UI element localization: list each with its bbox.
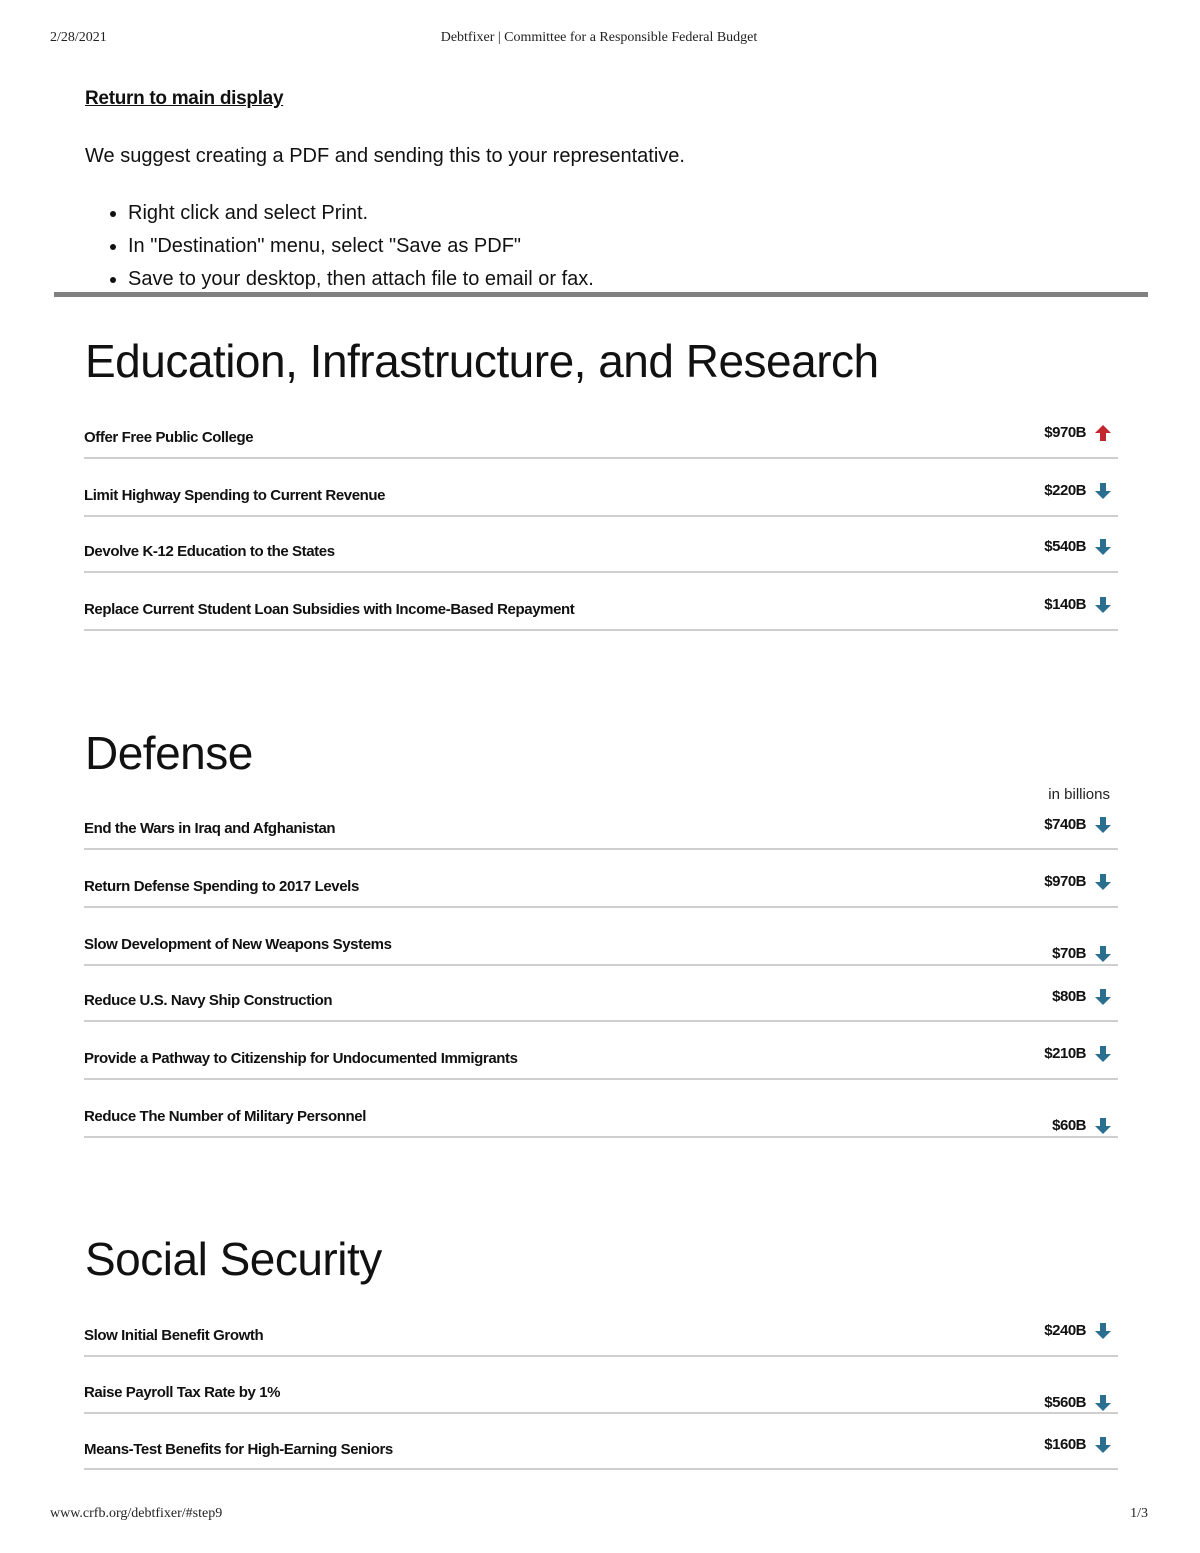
policy-row	[84, 476, 1118, 517]
arrow-up-icon	[1094, 424, 1112, 442]
policy-label: Raise Payroll Tax Rate by 1%	[84, 1384, 281, 1401]
print-footer	[50, 1506, 1148, 1526]
policy-label: Devolve K-12 Education to the States	[84, 543, 335, 560]
arrow-down-icon	[1094, 596, 1112, 614]
section-title-defense: Defense	[85, 727, 253, 779]
units-note: in billions	[1048, 786, 1110, 803]
policy-row	[84, 418, 1118, 459]
policy-amount: $240B	[1044, 1322, 1086, 1339]
policy-amount: $160B	[1044, 1436, 1086, 1453]
arrow-down-icon	[1094, 873, 1112, 891]
policy-amount: $60B	[1052, 1117, 1086, 1134]
policy-amount: $560B	[1044, 1394, 1086, 1411]
policy-label: Provide a Pathway to Citizenship for Undocumented Immigrants	[84, 1050, 518, 1067]
arrow-down-icon	[1094, 1394, 1112, 1412]
arrow-down-icon	[1094, 945, 1112, 963]
policy-row	[84, 1430, 1118, 1470]
arrow-down-icon	[1094, 1045, 1112, 1063]
policy-row	[84, 532, 1118, 573]
policy-label: Reduce U.S. Navy Ship Construction	[84, 992, 333, 1009]
policy-label: Offer Free Public College	[84, 429, 254, 446]
policy-label: Slow Development of New Weapons Systems	[84, 936, 392, 953]
policy-amount: $210B	[1044, 1045, 1086, 1062]
arrow-down-icon	[1094, 988, 1112, 1006]
policy-label: Slow Initial Benefit Growth	[84, 1327, 264, 1344]
policy-amount: $140B	[1044, 596, 1086, 613]
policy-label: Means-Test Benefits for High-Earning Seniors	[84, 1441, 393, 1458]
print-url: www.crfb.org/debtfixer/#step9	[50, 1506, 223, 1521]
print-instructions-list	[85, 200, 594, 299]
section-divider	[54, 292, 1148, 297]
policy-label: Replace Current Student Loan Subsidies with Income-Based Repayment	[84, 601, 575, 618]
section-title-social-security: Social Security	[85, 1233, 382, 1285]
policy-label: Limit Highway Spending to Current Revenue	[84, 487, 386, 504]
page-number: 1/3	[1130, 1506, 1148, 1521]
policy-amount: $220B	[1044, 482, 1086, 499]
arrow-down-icon	[1094, 1436, 1112, 1454]
policy-amount: $80B	[1052, 988, 1086, 1005]
policy-row	[84, 982, 1118, 1022]
policy-row	[84, 867, 1118, 908]
pdf-suggestion-text: We suggest creating a PDF and sending this to your representative.	[85, 145, 685, 167]
instruction-step: • Save to your desktop, then attach file to email or fax.	[128, 266, 594, 299]
policy-label: End the Wars in Iraq and Afghanistan	[84, 820, 336, 837]
section-title-education: Education, Infrastructure, and Research	[85, 335, 879, 387]
policy-row	[84, 1097, 1118, 1138]
arrow-down-icon	[1094, 538, 1112, 556]
print-header	[50, 30, 1148, 50]
instruction-step: • In "Destination" menu, select "Save as PDF"	[128, 233, 594, 266]
print-date: 2/28/2021	[50, 30, 107, 45]
policy-row	[84, 1374, 1118, 1414]
arrow-down-icon	[1094, 1117, 1112, 1135]
arrow-down-icon	[1094, 482, 1112, 500]
policy-row	[84, 1316, 1118, 1357]
policy-amount: $540B	[1044, 538, 1086, 555]
policy-amount: $740B	[1044, 816, 1086, 833]
policy-label: Return Defense Spending to 2017 Levels	[84, 878, 359, 895]
policy-row	[84, 810, 1118, 850]
policy-row	[84, 1039, 1118, 1080]
policy-amount: $970B	[1044, 873, 1086, 890]
print-page-title: Debtfixer | Committee for a Responsible Federal Budget	[440, 30, 758, 45]
policy-amount: $70B	[1052, 945, 1086, 962]
policy-label: Reduce The Number of Military Personnel	[84, 1108, 366, 1125]
return-to-main-display-link[interactable]: Return to main display	[85, 88, 284, 109]
policy-amount: $970B	[1044, 424, 1086, 441]
policy-row	[84, 590, 1118, 631]
policy-row	[84, 925, 1118, 966]
arrow-down-icon	[1094, 1322, 1112, 1340]
arrow-down-icon	[1094, 816, 1112, 834]
instruction-step: • Right click and select Print.	[128, 200, 594, 233]
